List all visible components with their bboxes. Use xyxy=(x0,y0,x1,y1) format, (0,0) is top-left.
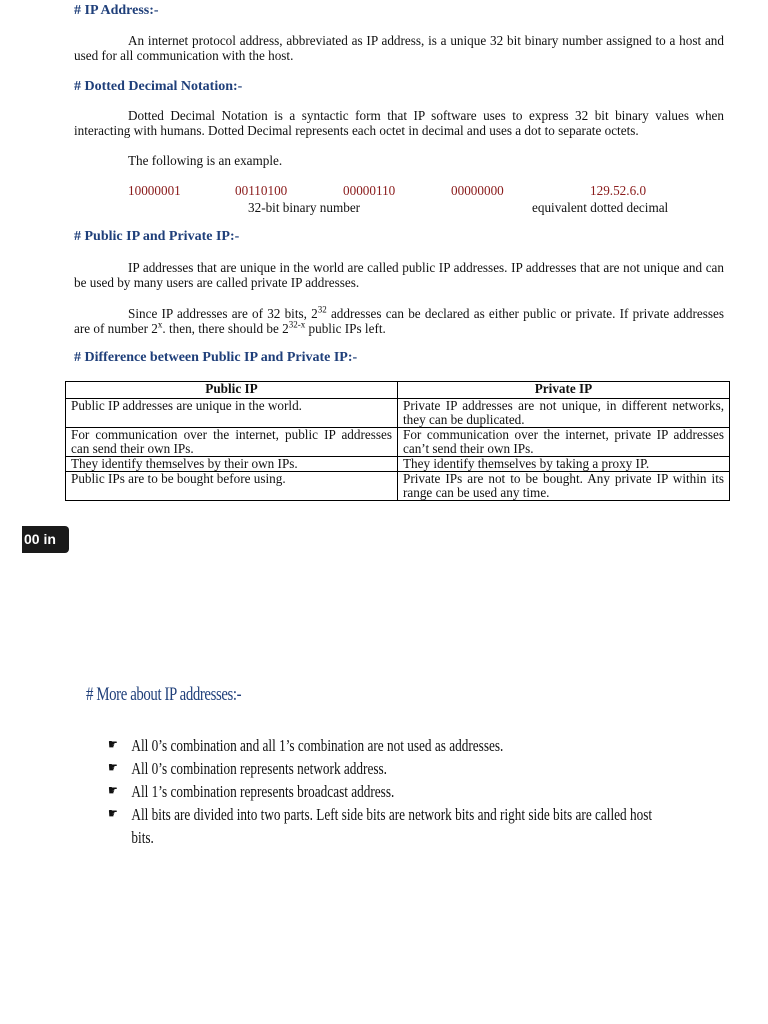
pointing-hand-icon: ☛ xyxy=(108,784,118,799)
binary-caption: 32-bit binary number xyxy=(248,200,361,215)
list-item: ☛ All 0’s combination and all 1’s combination are not used as addresses. xyxy=(108,736,504,755)
ip-address-paragraph: An internet protocol address, abbreviated as IP address, is a unique 32 bit binary number assigned to a host and used for all communication with the host. xyxy=(74,33,724,63)
table-cell: Private IPs are not to be bought. Any private IP within its range can be used any time. xyxy=(398,472,730,501)
example-captions xyxy=(128,200,728,216)
pointing-hand-icon: ☛ xyxy=(108,807,118,822)
table-row xyxy=(66,457,730,472)
binary-octet-3: 00000110 xyxy=(343,183,396,198)
dotted-caption: equivalent dotted decimal xyxy=(532,200,669,215)
dotted-decimal-value: 129.52.6.0 xyxy=(590,183,647,198)
since-paragraph: Since IP addresses are of 32 bits, $2^{32}$ addresses can be declared as either public or private. If private addresses are of number 2$^x$. then, there should be 2$^{32-x}$ public IPs left. xyxy=(74,304,724,336)
pointing-hand-icon: ☛ xyxy=(108,761,118,776)
table-cell: For communication over the internet, public IP addresses can send their own IPs. xyxy=(66,428,398,457)
binary-example-row xyxy=(128,183,728,199)
table-row xyxy=(66,472,730,501)
dotted-decimal-heading: # Dotted Decimal Notation:- xyxy=(74,79,243,94)
zoom-in-button[interactable]: 00 in xyxy=(22,526,69,553)
column-header-public: Public IP xyxy=(66,382,398,399)
public-private-paragraph: IP addresses that are unique in the world are called public IP addresses. IP addresses that are not unique and can be used by many users are called private IP addresses. xyxy=(74,260,724,290)
difference-heading: # Difference between Public IP and Private IP:- xyxy=(74,350,358,365)
table-cell: For communication over the internet, private IP addresses can’t send their own IPs. xyxy=(398,428,730,457)
table-row xyxy=(66,428,730,457)
difference-table xyxy=(65,381,730,501)
more-about-list xyxy=(108,734,654,849)
ip-address-heading: # IP Address:- xyxy=(74,3,159,18)
binary-octet-4: 00000000 xyxy=(451,183,504,198)
public-private-heading: # Public IP and Private IP:- xyxy=(74,229,240,244)
example-intro: The following is an example. xyxy=(128,153,283,168)
dotted-decimal-paragraph: Dotted Decimal Notation is a syntactic form that IP software uses to express 32 bit binary values when interacting with humans. Dotted Decimal represents each octet in decimal and uses a dot to separate octets. xyxy=(74,108,724,138)
column-header-private: Private IP xyxy=(398,382,730,399)
table-cell: They identify themselves by their own IPs. xyxy=(66,457,398,472)
table-row xyxy=(66,399,730,428)
list-item: ☛ All 1’s combination represents broadcast address. xyxy=(108,782,395,801)
table-header-row xyxy=(66,382,730,399)
binary-octet-2: 00110100 xyxy=(235,183,288,198)
table-cell: Public IPs are to be bought before using. xyxy=(66,472,398,501)
list-item: ☛ All 0’s combination represents network address. xyxy=(108,759,387,778)
pointing-hand-icon: ☛ xyxy=(108,738,118,753)
list-item: ☛ All bits are divided into two parts. Left side bits are network bits and right side bits are called host bits. xyxy=(108,805,653,847)
table-cell: They identify themselves by taking a proxy IP. xyxy=(398,457,730,472)
table-cell: Public IP addresses are unique in the world. xyxy=(66,399,398,428)
table-cell: Private IP addresses are not unique, in different networks, they can be duplicated. xyxy=(398,399,730,428)
more-about-heading: # More about IP addresses:- xyxy=(86,684,242,705)
binary-octet-1: 10000001 xyxy=(128,183,181,198)
